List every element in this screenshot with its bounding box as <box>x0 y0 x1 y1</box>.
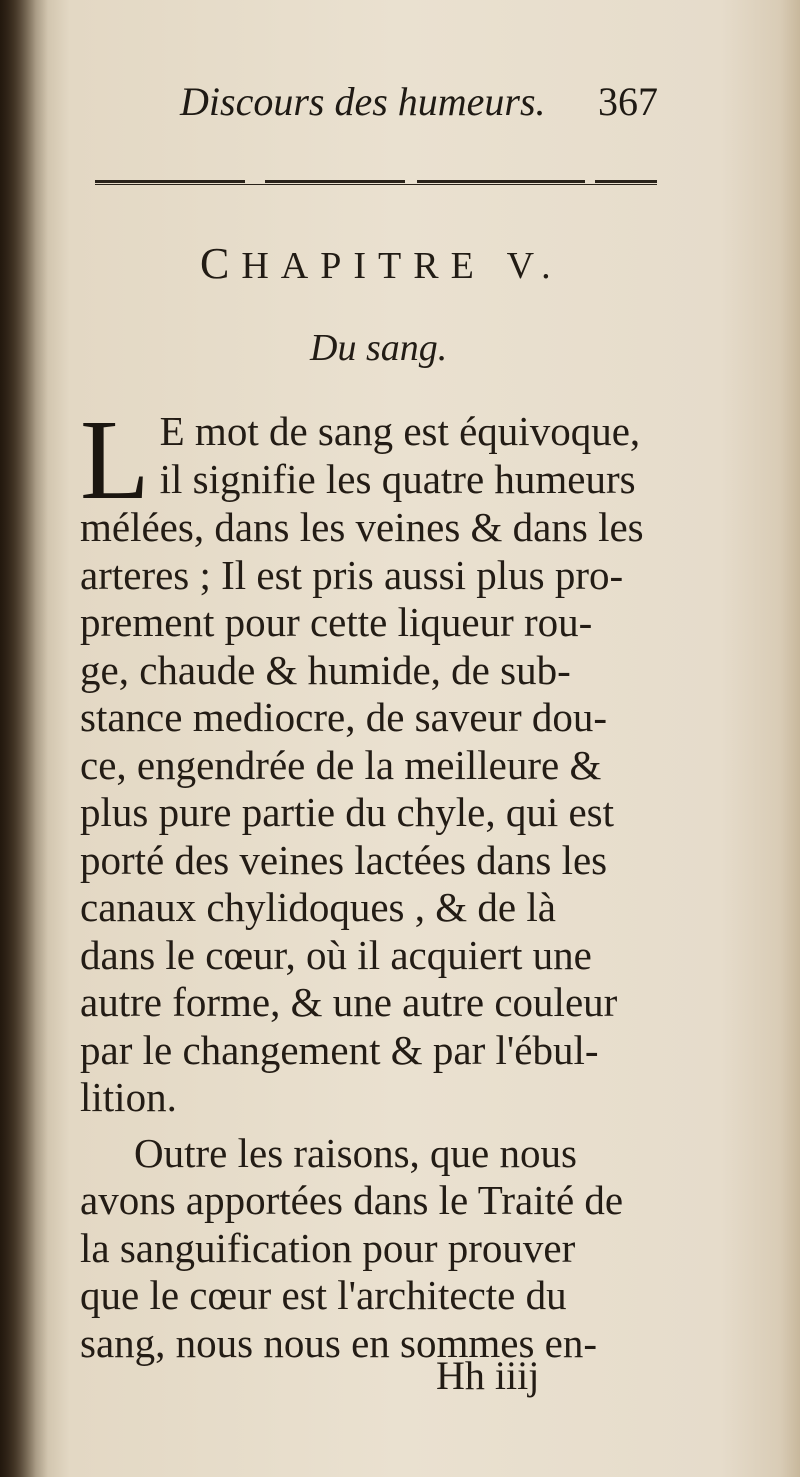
body-text <box>80 396 662 1367</box>
text-line: par le changement & par l'ébul- <box>80 1026 599 1073</box>
text-line: autre forme, & une autre couleur <box>80 979 618 1025</box>
chapter-heading-cap: C <box>200 239 242 288</box>
text-line: E mot de sang est équivoque, <box>159 408 641 454</box>
text-line: Outre les raisons, que nous <box>134 1129 577 1176</box>
section-title: Du sang. <box>310 327 448 369</box>
binding-gutter-shadow <box>0 0 48 1477</box>
text-line: arteres ; Il est pris aussi plus pro- <box>80 551 624 598</box>
text-line: avons apportées dans le Traité de <box>80 1177 624 1223</box>
running-title: Discours des humeurs. <box>180 79 546 124</box>
text-line: que le cœur est l'architecte du <box>80 1272 567 1318</box>
catchword-signature: Hh iiij <box>436 1353 540 1398</box>
text-line: la sanguification pour prouver <box>80 1224 576 1271</box>
text-line: sang, nous nous en sommes en- <box>80 1319 598 1366</box>
text-line: prement pour cette liqueur rou- <box>80 599 593 645</box>
text-line: ce, engendrée de la meilleure & <box>80 741 602 788</box>
text-line: plus pure partie du chyle, qui est <box>80 789 615 835</box>
chapter-heading <box>200 238 563 289</box>
paragraph-1 <box>80 396 662 1122</box>
text-line: stance mediocre, de saveur dou- <box>80 694 608 740</box>
text-line: ge, chaude & humide, de sub- <box>80 646 571 693</box>
text-line: il signifie les quatre humeurs <box>159 455 636 502</box>
drop-cap: L <box>80 396 150 523</box>
text-line: porté des veines lactées dans les <box>80 836 608 883</box>
header-rule <box>95 180 657 186</box>
chapter-heading-rest: HAPITRE V. <box>241 245 563 287</box>
text-line: canaux chylidoques , & de là <box>80 884 556 930</box>
page-number: 367 <box>598 79 658 124</box>
text-line: dans le cœur, où il acquiert une <box>80 931 592 978</box>
paragraph-2 <box>80 1130 662 1368</box>
text-line: lition. <box>80 1074 177 1120</box>
text-line: mélées, dans les veines & dans les <box>80 504 644 550</box>
